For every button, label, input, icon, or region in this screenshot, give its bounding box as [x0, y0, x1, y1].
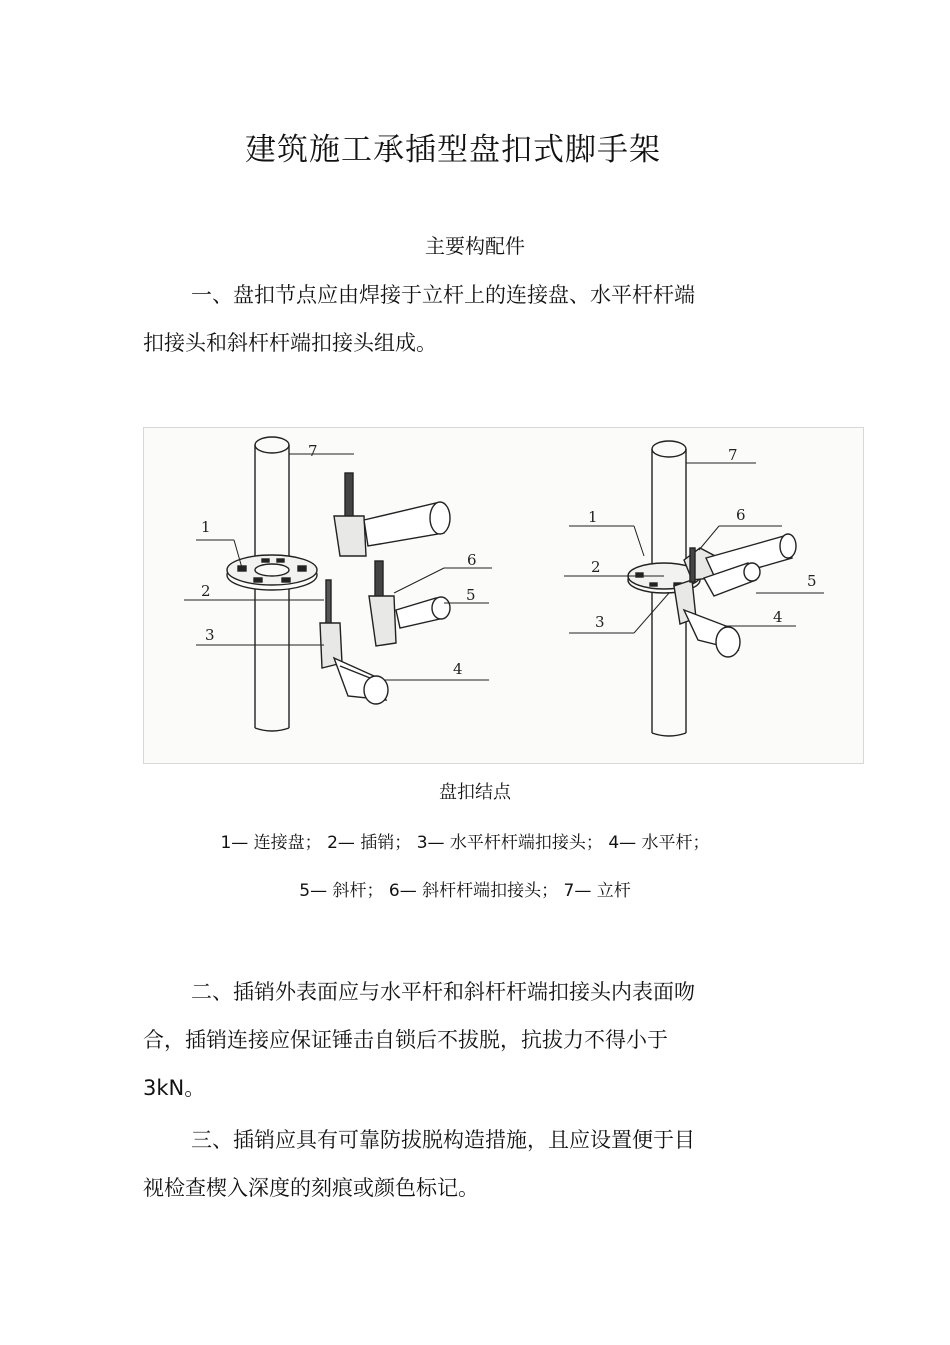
right-label-4: 4	[773, 608, 783, 626]
right-label-3: 3	[595, 613, 605, 631]
left-label-1: 1	[201, 518, 211, 536]
left-label-7: 7	[308, 442, 318, 460]
paragraph-2-line-1: 二、插销外表面应与水平杆和斜杆杆端扣接头内表面吻	[191, 980, 695, 1004]
left-label-5: 5	[466, 586, 476, 604]
left-connecting-disc	[227, 555, 317, 590]
paragraph-3-line-1: 三、插销应具有可靠防拔脱构造措施，且应设置便于目	[191, 1128, 695, 1152]
left-label-2: 2	[201, 582, 211, 600]
right-label-7: 7	[728, 446, 738, 464]
left-label-3: 3	[205, 626, 215, 644]
section-heading: 主要构配件	[425, 234, 525, 258]
disc-node-diagram	[144, 428, 863, 763]
paragraph-2-line-3: 3kN。	[143, 1076, 206, 1100]
paragraph-3	[143, 1116, 763, 1212]
left-label-4: 4	[453, 660, 463, 678]
right-label-5: 5	[807, 572, 817, 590]
document-title: 建筑施工承插型盘扣式脚手架	[245, 132, 661, 168]
figure-legend-line-1: 1— 连接盘； 2— 插销； 3— 水平杆杆端扣接头； 4— 水平杆；	[220, 833, 710, 853]
paragraph-1-line-2: 扣接头和斜杆杆端扣接头组成。	[143, 331, 437, 355]
right-label-1: 1	[588, 508, 598, 526]
figure-legend-line-2: 5— 斜杆； 6— 斜杆杆端扣接头； 7— 立杆	[299, 881, 631, 901]
paragraph-3-line-2: 视检查楔入深度的刻痕或颜色标记。	[143, 1176, 479, 1200]
right-couplers	[674, 534, 796, 657]
right-label-2: 2	[591, 558, 601, 576]
disc-node-figure	[143, 427, 864, 764]
figure-caption: 盘扣结点	[439, 782, 511, 803]
paragraph-1-line-1: 一、盘扣节点应由焊接于立杆上的连接盘、水平杆杆端	[191, 283, 695, 307]
left-label-6: 6	[467, 551, 477, 569]
paragraph-2-line-2: 合，插销连接应保证锤击自锁后不拔脱，抗拔力不得小于	[143, 1028, 668, 1052]
left-lower-diagonal-coupler	[369, 561, 450, 646]
right-label-6: 6	[736, 506, 746, 524]
paragraph-2	[143, 968, 763, 1112]
paragraph-1	[143, 271, 763, 367]
left-upper-diagonal-coupler	[334, 473, 450, 556]
